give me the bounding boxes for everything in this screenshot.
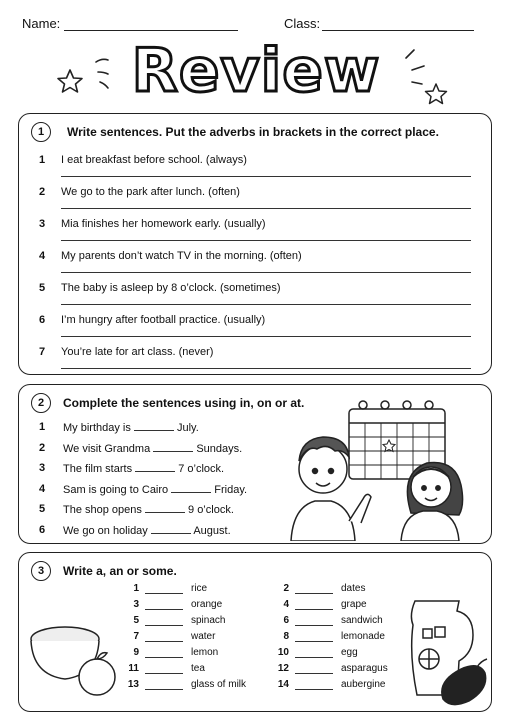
item-number: 4 [283,599,289,610]
item-text-after: August. [193,524,231,537]
item-text-before: My birthday is [63,422,131,434]
item-word: lemon [191,647,219,658]
answer-blank[interactable] [295,673,333,674]
item-text-before: We visit Grandma [63,442,151,455]
item-number: 4 [39,482,46,495]
article-item [277,663,421,679]
answer-line[interactable] [61,336,471,337]
article-item [277,647,421,663]
item-number: 11 [128,663,139,674]
item-number: 13 [127,679,139,690]
item-number: 3 [39,462,46,474]
item-prompt: I eat breakfast before school. (always) [61,154,247,166]
answer-blank[interactable] [135,462,175,472]
answer-blank[interactable] [151,524,191,534]
answer-line[interactable] [61,304,471,305]
item-text-before: We go on holiday [63,524,148,537]
answer-blank[interactable] [134,421,174,431]
rice-orange-illustration [27,609,127,705]
item-number: 2 [39,441,46,454]
answer-blank[interactable] [145,593,183,594]
item-prompt: My parents don’t watch TV in the morning. (often) [61,250,302,262]
class-field[interactable] [322,30,474,31]
article-item [127,679,271,695]
answer-blank[interactable] [295,641,333,642]
exercise-number: 3 [31,561,51,581]
item-prompt: The baby is asleep by 8 o’clock. (sometimes) [61,282,281,294]
answer-blank[interactable] [171,483,211,493]
answer-blank[interactable] [295,593,333,594]
page-title: Review [131,36,381,106]
article-item [281,631,421,647]
sentence-item [19,248,493,280]
sentence-item [19,312,493,344]
exercise-instruction: Write a, an or some. [63,564,177,578]
sentence-item [19,344,493,376]
answer-blank[interactable] [145,609,183,610]
article-item [131,599,271,615]
calendar-children-illustration [281,395,491,541]
article-item [281,583,421,599]
item-word: aubergine [341,679,386,690]
sentence-item [19,152,493,184]
article-item [281,599,421,615]
item-word: sandwich [341,615,383,626]
item-number: 1 [39,154,46,166]
item-word: spinach [191,615,226,626]
exercise-2 [18,384,492,544]
item-text-before: Sam is going to Cairo [63,483,169,496]
exercise-3 [18,552,492,712]
answer-blank[interactable] [295,609,333,610]
sentence-item [19,280,493,312]
item-word: asparagus [341,663,388,674]
item-number: 6 [283,615,289,626]
item-text-after: 7 o’clock. [178,463,225,475]
item-number: 12 [277,663,289,674]
item-number: 6 [39,523,46,536]
item-prompt: You’re late for art class. (never) [61,346,214,358]
item-number: 5 [133,615,139,626]
article-item [128,663,271,679]
jug-aubergine-illustration [405,587,491,707]
item-number: 9 [133,647,139,658]
item-word: glass of milk [191,679,247,690]
item-word: lemonade [341,631,385,642]
answer-blank[interactable] [295,689,333,690]
article-item [131,631,271,647]
answer-line[interactable] [61,368,471,369]
item-number: 7 [39,346,46,358]
name-field[interactable] [64,30,238,31]
item-word: dates [341,583,366,594]
item-text-after: Friday. [214,483,248,496]
answer-line[interactable] [61,208,471,209]
exercise-instruction: Write sentences. Put the adverbs in brackets in the correct place. [67,125,439,139]
item-word: rice [191,583,208,594]
answer-blank[interactable] [153,442,193,452]
answer-blank[interactable] [295,657,333,658]
item-prompt: I’m hungry after football practice. (usually) [61,314,266,326]
item-number: 10 [277,647,289,658]
item-number: 5 [39,503,46,515]
item-prompt: Mia finishes her homework early. (usually) [61,218,266,230]
item-number: 3 [133,599,139,610]
item-number: 14 [277,679,289,690]
exercise-1 [18,113,492,375]
item-word: water [191,631,216,642]
article-item [277,679,421,695]
item-number: 2 [283,583,289,594]
answer-blank[interactable] [145,625,183,626]
answer-blank[interactable] [295,625,333,626]
item-word: tea [191,663,205,674]
exercise-instruction: Complete the sentences using in, on or at. [63,396,305,410]
answer-line[interactable] [61,272,471,273]
answer-blank[interactable] [145,641,183,642]
item-word: grape [341,599,367,610]
answer-line[interactable] [61,176,471,177]
item-word: egg [341,647,358,658]
answer-line[interactable] [61,240,471,241]
answer-blank[interactable] [145,657,183,658]
item-number: 3 [39,218,46,230]
exercise-number: 1 [31,122,51,142]
item-word: orange [191,599,223,610]
item-number: 1 [133,583,139,594]
sentence-item [19,216,493,248]
item-text-after: 9 o’clock. [188,504,234,516]
exercise-number: 2 [31,393,51,413]
item-number: 8 [283,631,289,642]
item-text-after: July. [176,422,199,434]
item-number: 4 [39,250,46,262]
article-item [131,647,271,663]
answer-blank[interactable] [145,689,183,690]
article-item [281,615,421,631]
item-text-before: The film starts [63,463,133,475]
name-label: Name: [22,16,61,31]
item-number: 5 [39,282,46,294]
class-label: Class: [284,16,321,31]
item-text-before: The shop opens [63,504,142,516]
item-number: 6 [39,314,46,326]
sentence-item [19,184,493,216]
item-number: 2 [39,186,46,198]
answer-blank[interactable] [145,503,185,513]
answer-blank[interactable] [145,673,183,674]
item-number: 7 [133,631,139,642]
article-item [131,583,271,599]
item-text-after: Sundays. [196,442,243,455]
item-prompt: We go to the park after lunch. (often) [61,186,240,198]
item-number: 1 [39,421,46,433]
article-item [131,615,271,631]
